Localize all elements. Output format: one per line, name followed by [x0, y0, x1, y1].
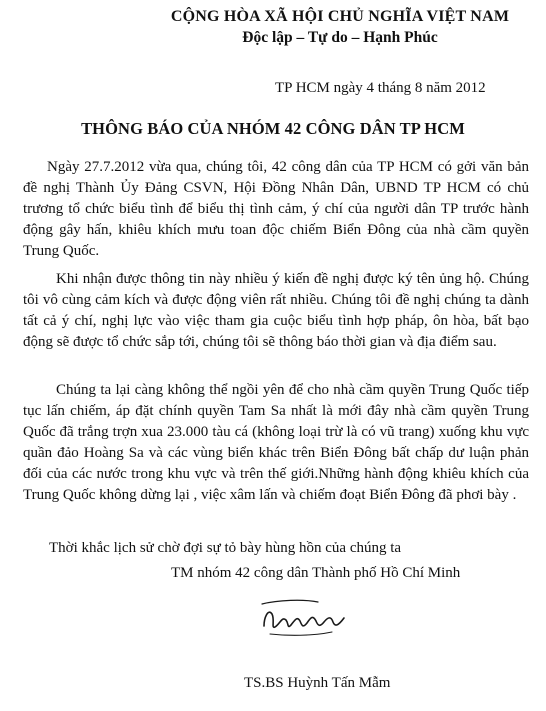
body-paragraph: Khi nhận được thông tin này nhiều ý kiến đề nghị được ký tên ủng hộ. Chúng tôi vô cùng cảm kích và được động viên rất nhiều. Chúng tôi đề nghị chúng ta dành tất cả ý chí, nghị lực vào việc tham gia cuộc biểu tình hợp pháp, ôn hòa, bất bạo động sẽ được tổ chức sắp tới, chúng tôi sẽ thông báo thời gian và địa điểm sau. [23, 271, 529, 350]
body-paragraph: Ngày 27.7.2012 vừa qua, chúng tôi, 42 công dân của TP HCM có gởi văn bản đề nghị Thành Ủy Đảng CSVN, Hội Đồng Nhân Dân, UBND TP HCM có chủ trương tổ chức biểu tình để biểu thị tình cảm, ý chí của người dân TP trước hành động gây hấn, khiêu khích mưu toan độc chiếm Biển Đông của nhà cầm quyền Trung Quốc. [23, 159, 529, 259]
signer-name: TS.BS Huỳnh Tấn Mẫm [244, 675, 391, 691]
dateline: TP HCM ngày 4 tháng 8 năm 2012 [275, 80, 486, 96]
signatory-group: TM nhóm 42 công dân Thành phố Hồ Chí Minh [171, 565, 461, 581]
national-header [100, 8, 520, 47]
body-paragraph: Chúng ta lại càng không thể ngồi yên để cho nhà cầm quyền Trung Quốc tiếp tục lấn chiếm, áp đặt chính quyền Tam Sa nhất là mới đây nhà cầm quyền Trung Quốc đã trắng trợn xua 23.000 tàu cá (không loại trừ là có vũ trang) xuống khu vực quần đảo Hoàng Sa và các vùng biển khác trên Biển Đông bất chấp dư luận phản đối của các nước trong khu vực và trên thế giới.Những hành động khiêu khích của Trung Quốc không dừng lại , việc xâm lấn và chiếm đoạt Biển Đông đã phơi bày . [23, 382, 529, 503]
nation-name: CỘNG HÒA XÃ HỘI CHỦ NGHĨA VIỆT NAM [170, 8, 510, 25]
national-motto: Độc lập – Tự do – Hạnh Phúc [242, 29, 438, 46]
document-title: THÔNG BÁO CỦA NHÓM 42 CÔNG DÂN TP HCM [81, 119, 465, 138]
handwritten-signature [258, 596, 348, 638]
closing-line: Thời khắc lịch sử chờ đợi sự tỏ bày hùng hồn của chúng ta [49, 540, 402, 556]
